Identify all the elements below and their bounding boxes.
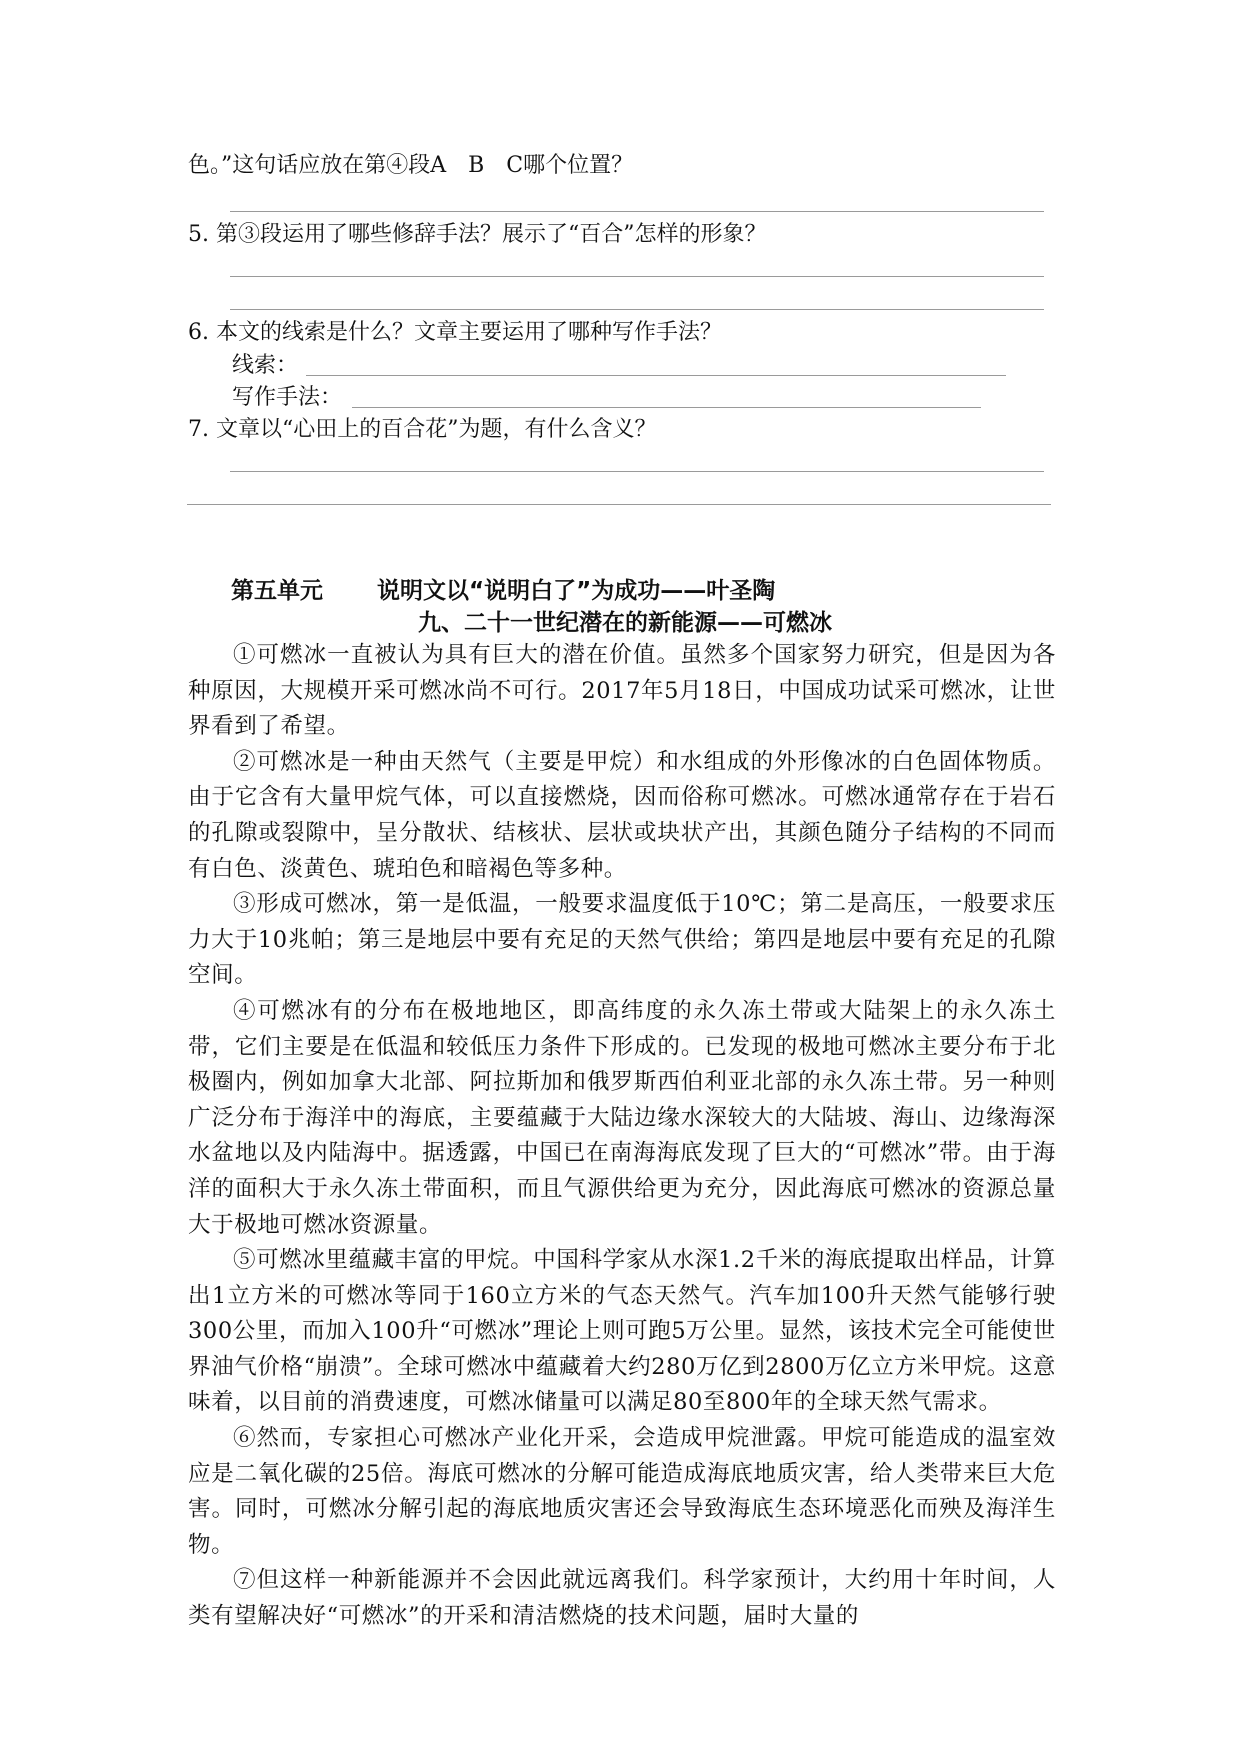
question-6: 6. 本文的线索是什么？文章主要运用了哪种写作手法？ — [188, 320, 722, 345]
article-body — [188, 638, 1056, 1635]
question-5: 5. 第③段运用了哪些修辞手法？展示了“百合”怎样的形象？ — [188, 222, 767, 247]
paragraph-5: ⑤可燃冰里蕴藏丰富的甲烷。中国科学家从水深1.2千米的海底提取出样品，计算出1立方米的可燃冰等同于160立方米的气态天然气。汽车加100升天然气能够行驶300公里，而加入100升“可燃冰”理论上则可跑5万公里。显然，该技术完全可能使世界油气价格“崩溃”。全球可燃冰中蕴藏着大约280万亿到2800万亿立方米甲烷。这意味着，以目前的消费速度，可燃冰储量可以满足80至800年的全球天然气需求。 — [188, 1247, 1056, 1416]
question-7: 7. 文章以“心田上的百合花”为题，有什么含义？ — [188, 417, 657, 442]
answer-line-q5-2[interactable] — [230, 309, 1044, 310]
paragraph-2: ②可燃冰是一种由天然气（主要是甲烷）和水组成的外形像冰的白色固体物质。由于它含有大量甲烷气体，可以直接燃烧，因而俗称可燃冰。可燃冰通常存在于岩石的孔隙或裂隙中，呈分散状、结核状、层状或块状产出，其颜色随分子结构的不同而有白色、淡黄色、琥珀色和暗褐色等多种。 — [188, 748, 1056, 882]
article-title: 九、二十一世纪潜在的新能源——可燃冰 — [418, 610, 832, 636]
answer-line-q7-1[interactable] — [230, 471, 1044, 472]
paragraph-1: ①可燃冰一直被认为具有巨大的潜在价值。虽然多个国家努力研究，但是因为各种原因，大规模开采可燃冰尚不可行。2017年5月18日，中国成功试采可燃冰，让世界看到了希望。 — [188, 642, 1056, 740]
question-4-tail: 色。”这句话应放在第④段A B C哪个位置？ — [188, 153, 634, 178]
answer-line-writing-method[interactable] — [352, 407, 981, 408]
writing-method-label: 写作手法： — [232, 385, 343, 410]
answer-line-q7-2[interactable] — [187, 504, 1051, 505]
answer-line-clue[interactable] — [306, 375, 1006, 376]
unit-label: 第五单元 — [231, 578, 323, 604]
clue-label: 线索： — [232, 353, 299, 378]
answer-line-q4[interactable] — [230, 211, 1044, 212]
paragraph-3: ③形成可燃冰，第一是低温，一般要求温度低于10℃；第二是高压，一般要求压力大于10兆帕；第三是地层中要有充足的天然气供给；第四是地层中要有充足的孔隙空间。 — [188, 891, 1056, 989]
paragraph-7: ⑦但这样一种新能源并不会因此就远离我们。科学家预计，大约用十年时间，人类有望解决好“可燃冰”的开采和清洁燃烧的技术问题，届时大量的 — [188, 1567, 1056, 1630]
unit-motto: 说明文以“说明白了”为成功——叶圣陶 — [377, 578, 776, 604]
paragraph-6: ⑥然而，专家担心可燃冰产业化开采，会造成甲烷泄露。甲烷可能造成的温室效应是二氧化碳的25倍。海底可燃冰的分解可能造成海底地质灾害，给人类带来巨大危害。同时，可燃冰分解引起的海底地质灾害还会导致海底生态环境恶化而殃及海洋生物。 — [188, 1425, 1056, 1558]
answer-line-q5-1[interactable] — [230, 276, 1044, 277]
paragraph-4: ④可燃冰有的分布在极地地区，即高纬度的永久冻土带或大陆架上的永久冻土带，它们主要是在低温和较低压力条件下形成的。已发现的极地可燃冰主要分布于北极圈内，例如加拿大北部、阿拉斯加和俄罗斯西伯利亚北部的永久冻土带。另一种则广泛分布于海洋中的海底，主要蕴藏于大陆边缘水深较大的大陆坡、海山、边缘海深水盆地以及内陆海中。据透露，中国已在南海海底发现了巨大的“可燃冰”带。由于海洋的面积大于永久冻土带面积，而且气源供给更为充分，因此海底可燃冰的资源总量大于极地可燃冰资源量。 — [188, 997, 1056, 1238]
